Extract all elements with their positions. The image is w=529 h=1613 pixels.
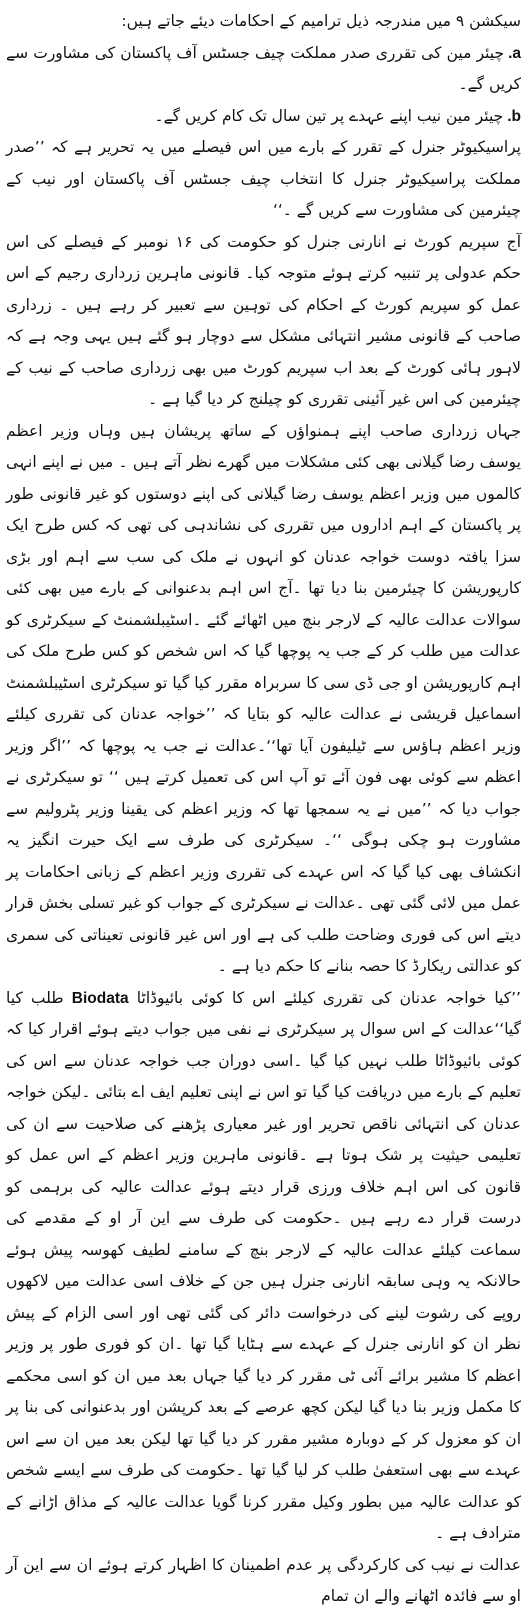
paragraph-biodata — [6, 983, 521, 1550]
paragraph-supreme-court: آج سپریم کورٹ نے انارنی جنرل کو حکومت کی ۱۶ نومبر کے فیصلے کی اس حکم عدولی پر تنبیہ کرتے ہوئے متوجہ کیا۔ قانونی ماہرین زرداری رجیم کے اس عمل کو سپریم کورٹ کے احکام کی توہین سے تعبیر کر رہے ہیں ۔ زرداری صاحب کے قانونی مشیر انتہائی مشکل سے دوچار ہو گئے ہیں یہی وجہ ہے کہ لاہور ہائی کورٹ کے بعد اب سپریم کورٹ میں بھی زرداری صاحب کے نیب کے چیئرمین کی اس غیر آئینی تقرری کو چیلنج کر دیا گیا ہے ۔ — [6, 232, 521, 408]
intro-line: سیکشن ۹ میں مندرجہ ذیل ترامیم کے احکامات دیئے جاتے ہیں: — [121, 12, 521, 30]
paragraph-biodata-start: ’’کیا خواجہ عدنان کی تقرری کیلئے اس کا کوئی بائیوڈاٹا — [136, 988, 521, 1007]
paragraph-biodata-rest: طلب کیا گیا‘‘عدالت کے اس سوال پر سیکرٹری نے نفی میں جواب دیتے ہوئے اقرار کیا کہ کوئی بائیوڈاٹا طلب نہیں کیا گیا ۔اسی دوران جب خواجہ عدنان سے اس کی تعلیم کے بارے میں دریافت کیا گیا تو اس نے اپنی تعلیم ایف اے بتائی ۔لیکن خواجہ عدنان کی انتہائی ناقص تحریر اور غیر معیاری پڑھنے کی صلاحیت سے ان کی تعلیمی حیثیت پر شک ہوتا ہے ۔قانونی ماہرین وزیر اعظم کے اس عمل کو قانون کی اس اہم خلاف ورزی قرار دیتے ہوئے عدالت عالیہ کی برہمی کو درست قرار دے رہے ہیں ۔حکومت کی طرف سے این آر او کے مقدمے کی سماعت کیلئے عدالت عالیہ کے لارجر بنچ کے سامنے لطیف کھوسہ پیش ہوئے حالانکہ یہ وہی سابقہ انارنی جنرل ہیں جن کے خلاف اسی عدالت میں لاکھوں روپے کی رشوت لینے کی درخواست دائر کی گئی تھی اور اسی الزام کے پیش نظر ان کو انارنی جنرل کے عہدے سے ہٹایا گیا تھا ۔ان کو فوری طور پر وزیر اعظم کا مشیر برائے آئی ٹی مقرر کر دیا گیا جہاں بعد میں ان کو اسی محکمے کا مکمل وزیر بنا دیا گیا لیکن کچھ عرصے کے بعد کرپشن اور بدعنوانی کی بنا پر ان کو معزول کر کے دوبارہ مشیر مقرر کر دیا گیا تھا لیکن بعد میں ان سے اس عہدے سے بھی استعفیٰ طلب کر لیا گیا تھا ۔حکومت کی طرف سے ایسے شخص کو عدالت عالیہ میں بطور وکیل مقرر کرنا گویا عدالت عالیہ کے مذاق اڑانے کے مترادف ہے ۔ — [6, 988, 521, 1542]
list-marker-b: b. — [507, 107, 521, 125]
paragraph-prosecutor: پراسیکیوٹر جنرل کے تقرر کے بارے میں اس فیصلے میں یہ تحریر ہے کہ ’’صدر مملکت پراسیکیوٹر جنرل کا انتخاب چیف جسٹس آف پاکستان اور نیب کے چیئرمین کی مشاورت سے کریں گے ۔‘‘ — [6, 138, 521, 219]
paragraph-prime-minister: جہاں زرداری صاحب اپنے ہمنواؤں کے ساتھ پریشان ہیں وہاں وزیر اعظم یوسف رضا گیلانی بھی کئی مشکلات میں گھرے نظر آتے ہیں ۔ میں نے اپنے انہی کالموں میں وزیر اعظم یوسف رضا گیلانی کی اپنے دوستوں کو غیر قانونی طور پر پاکستان کے اہم اداروں میں تقرری کی نشاندہی کی تھی کہ کس طرح ایک سزا یافتہ دوست خواجہ عدنان کو انہوں نے ملک کی سب سے اہم اور بڑی کارپوریشن کا چیئرمین بنا دیا تھا ۔آج اس اہم بدعنوانی کے بارے میں بھی کئی سوالات عدالت عالیہ کے لارجر بنچ میں اٹھائے گئے ۔اسٹیبلشمنٹ کے سیکرٹری کو عدالت میں طلب کر کے جب یہ پوچھا گیا کہ اس شخص کو کس طرح ملک کی اہم کارپوریشن او جی ڈی سی کا سربراہ مقرر کیا گیا تو سیکرٹری اسٹیبلشمنٹ اسماعیل قریشی نے عدالت عالیہ کو بتایا کہ ’’خواجہ عدنان کی تقرری کیلئے وزیر اعظم ہاؤس سے ٹیلیفون آیا تھا‘‘۔عدالت نے جب یہ پوچھا کہ ’’اگر وزیر اعظم سے کوئی بھی فون آئے تو آپ اس کی تعمیل کرتے ہیں ‘‘ تو سیکرٹری نے جواب دیا کہ ’’میں نے یہ سمجھا تھا کہ وزیر اعظم کی یقینا وزیر پٹرولیم سے مشاورت ہو چکی ہوگی ‘‘۔ سیکرٹری کی طرف سے ایک حیرت انگیز یہ انکشاف بھی کیا گیا کہ اس عہدے کی تقرری وزیر اعظم کے زبانی احکامات پر عمل میں لائی گئی تھی ۔عدالت نے سیکرٹری کے جواب کو غیر تسلی بخش قرار دیتے اس کی فوری وضاحت طلب کی ہے اور اس غیر قانونی تعیناتی کی سمری کو عدالتی ریکارڈ کا حصہ بنانے کا حکم دیا ہے ۔ — [6, 421, 521, 975]
list-text-a: چیئر مین کی تقرری صدر مملکت چیف جسٹس آف پاکستان کی مشاورت سے کریں گے۔ — [6, 43, 521, 93]
list-item-b — [6, 101, 521, 133]
paragraph-nab: عدالت نے نیب کی کارکردگی پر عدم اطمینان کا اظہار کرتے ہوئے ان سے این آر او سے فائدہ اٹھانے والے ان تمام — [6, 1555, 521, 1605]
biodata-term: Biodata — [71, 989, 129, 1007]
list-item-a — [6, 38, 521, 101]
list-text-b: چیئر مین نیب اپنے عہدے پر تین سال تک کام کریں گے۔ — [154, 106, 504, 125]
list-marker-a: a. — [508, 44, 521, 62]
